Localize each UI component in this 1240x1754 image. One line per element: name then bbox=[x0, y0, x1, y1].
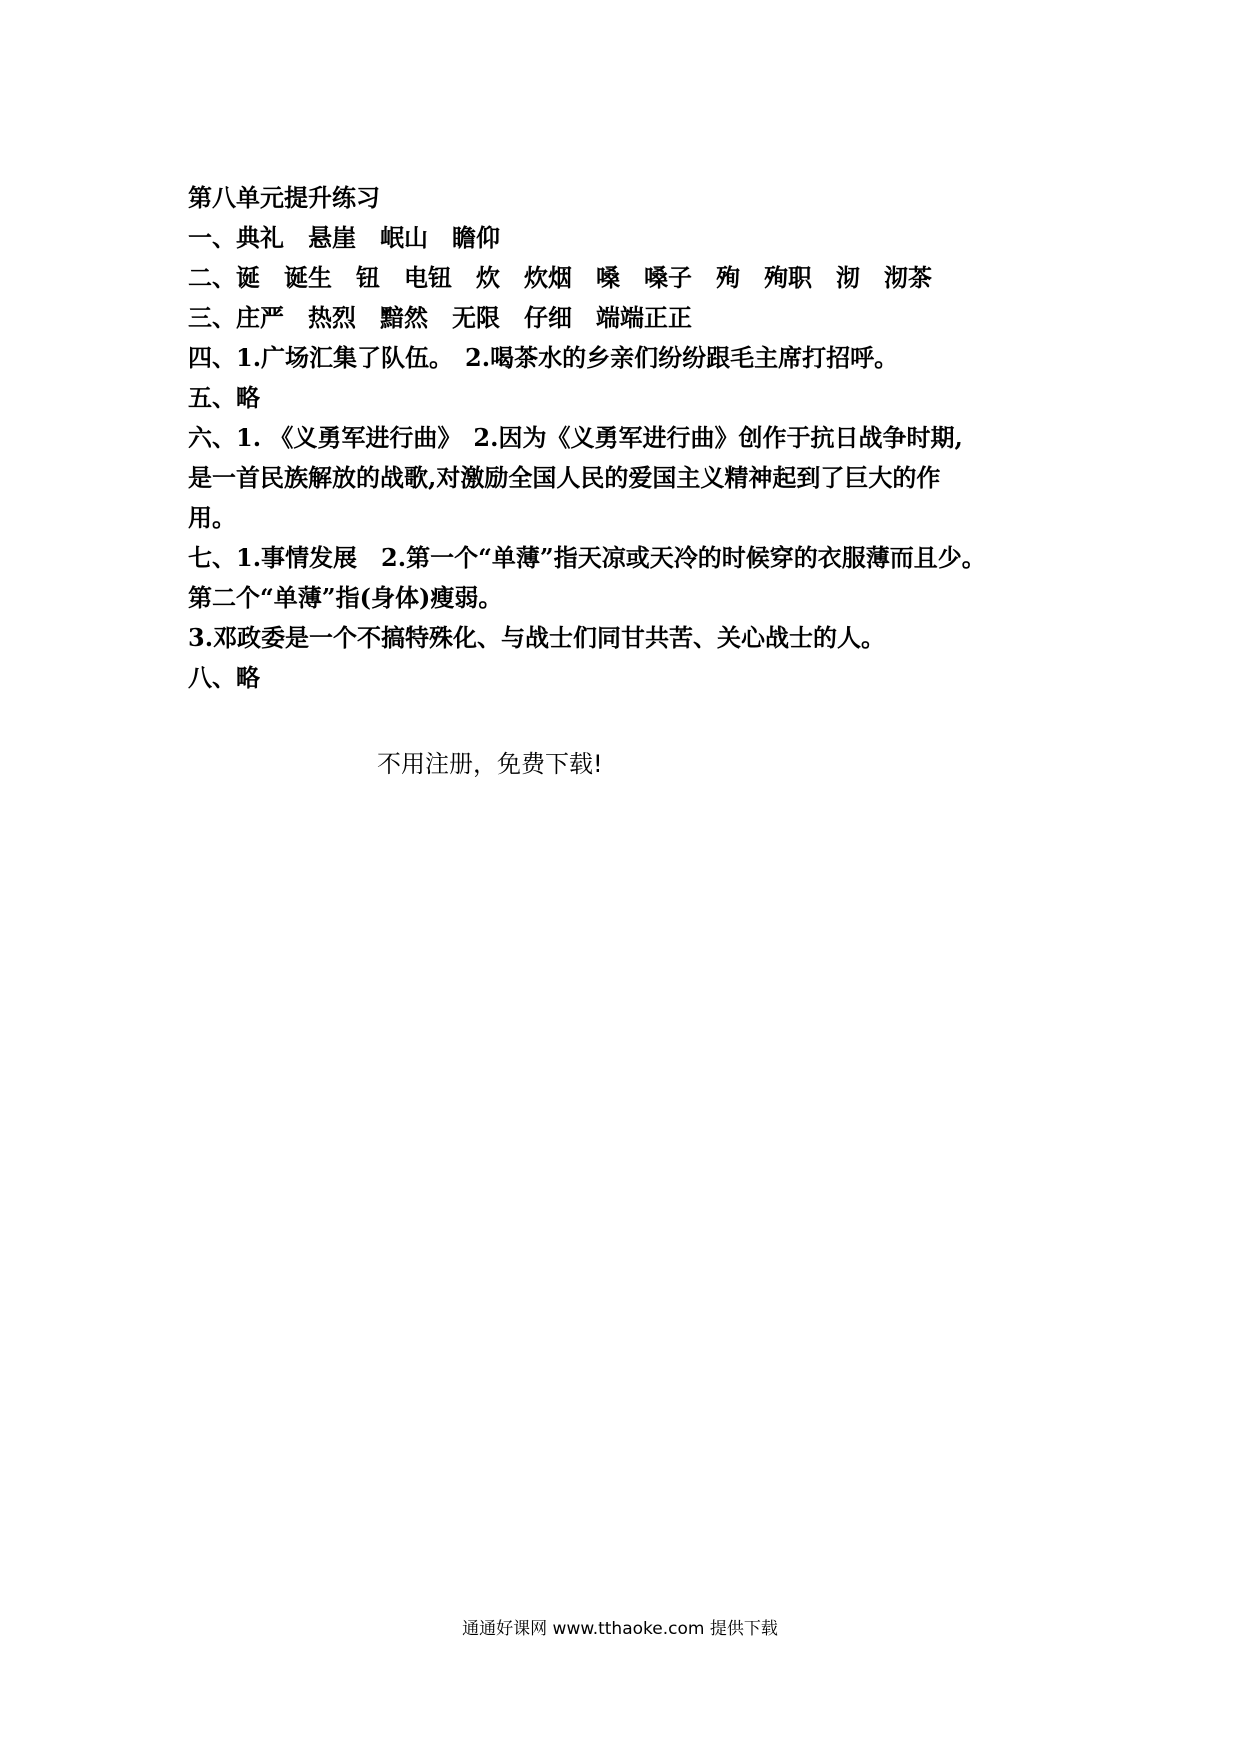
answer-line-8: 用。 bbox=[188, 503, 236, 532]
document-title: 第八单元提升练习 bbox=[188, 183, 380, 212]
answer-line-3: 三、庄严 热烈 黯然 无限 仔细 端端正正 bbox=[188, 303, 692, 332]
footer-credit: 通通好课网 www.tthaoke.com 提供下载 bbox=[462, 1619, 778, 1639]
promo-text: 不用注册，免费下载! bbox=[377, 750, 603, 778]
answer-line-6: 六、1. 《义勇军进行曲》 2.因为《义勇军进行曲》创作于抗日战争时期, bbox=[188, 423, 963, 452]
answer-line-11: 3.邓政委是一个不搞特殊化、与战士们同甘共苦、关心战士的人。 bbox=[188, 623, 886, 652]
answer-sheet bbox=[188, 178, 1068, 698]
answer-line-9: 七、1.事情发展 2.第一个“单薄”指天凉或天冷的时候穿的衣服薄而且少。 bbox=[188, 543, 986, 572]
answer-line-10: 第二个“单薄”指(身体)瘦弱。 bbox=[188, 583, 503, 612]
answer-line-7: 是一首民族解放的战歌,对激励全国人民的爱国主义精神起到了巨大的作 bbox=[188, 463, 941, 492]
answer-line-4: 四、1.广场汇集了队伍。 2.喝茶水的乡亲们纷纷跟毛主席打招呼。 bbox=[188, 343, 899, 372]
answer-line-5: 五、略 bbox=[188, 383, 260, 412]
answer-line-1: 一、典礼 悬崖 岷山 瞻仰 bbox=[188, 223, 500, 252]
answer-line-12: 八、略 bbox=[188, 663, 260, 692]
answer-line-2: 二、诞 诞生 钮 电钮 炊 炊烟 嗓 嗓子 殉 殉职 沏 沏茶 bbox=[188, 263, 932, 292]
